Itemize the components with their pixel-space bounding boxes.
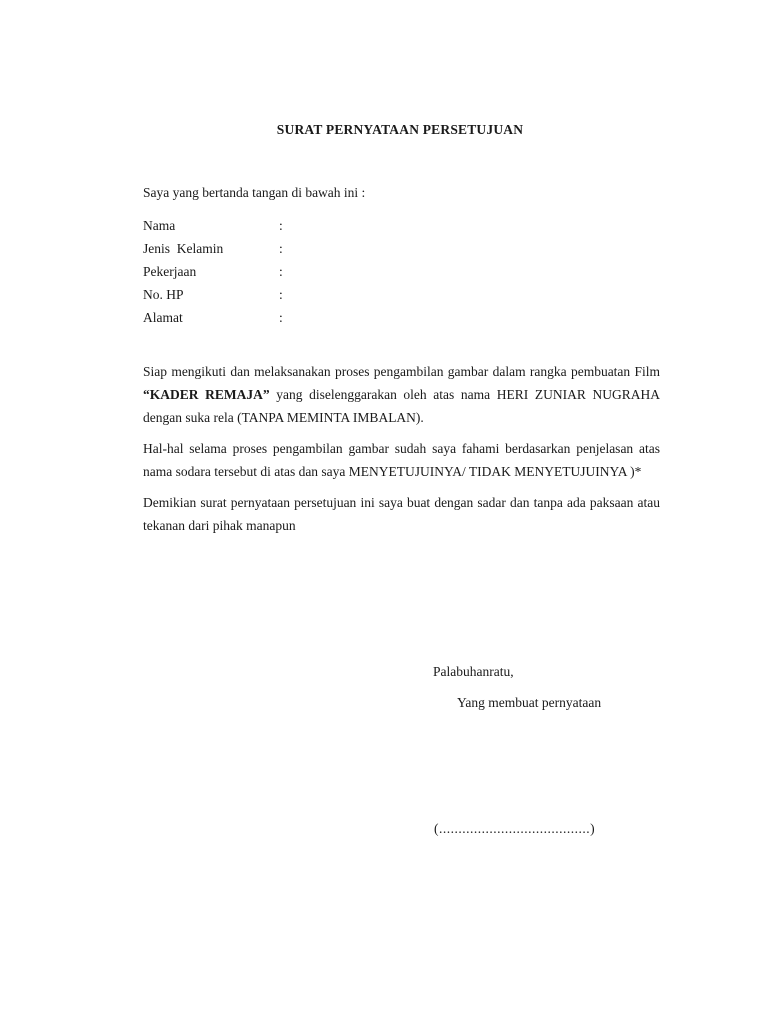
film-title: “KADER REMAJA” [143, 387, 270, 402]
signature-place: Palabuhanratu, [433, 664, 514, 679]
field-colon: : [279, 310, 283, 325]
identity-fields [143, 217, 299, 332]
statement-body [143, 360, 660, 545]
paragraph-consent-after: yang diselenggarakan oleh atas nama HERI ZUNIAR NUGRAHA dengan suka rela (TANPA MEMINTA IMBALAN). [143, 387, 660, 425]
document-title: SURAT PERNYATAAN PERSETUJUAN [276, 122, 524, 137]
field-label: Pekerjaan [143, 264, 197, 279]
field-row-nama [143, 217, 299, 240]
field-label: Alamat [143, 310, 183, 325]
field-row-pekerjaan [143, 263, 299, 286]
intro-text: Saya yang bertanda tangan di bawah ini : [143, 185, 366, 200]
field-label: No. HP [143, 287, 184, 302]
paragraph-consent-before: Siap mengikuti dan melaksanakan proses pengambilan gambar dalam rangka pembuatan Film [143, 364, 660, 379]
field-row-alamat [143, 309, 299, 332]
paragraph-understanding: Hal-hal selama proses pengambilan gambar sudah saya fahami berdasarkan penjelasan atas nama sodara tersebut di atas dan saya MENYETUJUINYA/ TIDAK MENYETUJUINYA )* [143, 441, 660, 479]
field-colon: : [279, 241, 283, 256]
signature-role: Yang membuat pernyataan [457, 695, 602, 710]
field-colon: : [279, 287, 283, 302]
paragraph-closing: Demikian surat pernyataan persetujuan ini saya buat dengan sadar dan tanpa ada paksaan atau tekanan dari pihak manapun [143, 495, 660, 533]
signature-name-line: (.......................................) [434, 821, 596, 836]
field-row-jenis-kelamin [143, 240, 299, 263]
field-label: Nama [143, 218, 176, 233]
field-row-no-hp [143, 286, 299, 309]
field-colon: : [279, 264, 283, 279]
field-label: Jenis Kelamin [143, 241, 224, 256]
field-colon: : [279, 218, 283, 233]
paragraph-consent [143, 360, 660, 429]
